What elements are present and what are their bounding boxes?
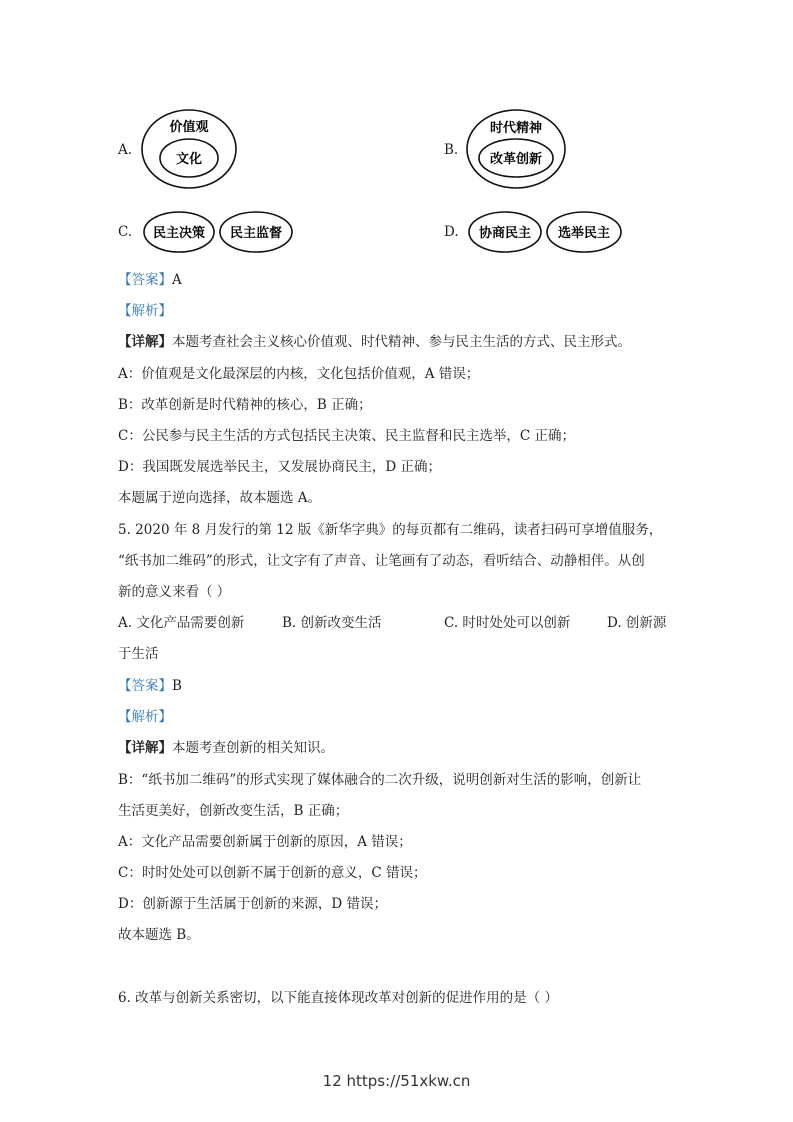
q5-stem-line: 5. 2020 年 8 月发行的第 12 版《新华字典》的每页都有二维码，读者扫码可享增值服务， [118,522,663,538]
option-letter-c: C. [118,224,133,240]
q4-conclusion: 本题属于逆向选择，故本题选 A。 [118,490,322,506]
diagram-d-right-label: 选举民主 [557,226,611,241]
analysis-tag: 【解析】 [118,303,172,319]
diagram-d-left-label: 协商民主 [478,226,532,241]
diagram-b-outer-label: 时代精神 [489,121,543,136]
q5-line: B：“纸书加二维码”的形式实现了媒体融合的二次升级，说明创新对生活的影响，创新让 [118,772,642,788]
detail-text: 本题考查社会主义核心价值观、时代精神、参与民主生活的方式、民主形式。 [172,334,631,350]
diagram-a [140,108,238,190]
q5-stem-line: 新的意义来看（ ） [118,584,231,600]
diagram-c-right-label: 民主监督 [229,226,283,241]
q5-line: 生活更美好，创新改变生活，B 正确； [118,803,349,819]
q5-answer [118,676,182,696]
option-letter-a: A. [118,142,133,158]
q5-conclusion: 故本题选 B。 [118,927,200,943]
option-letter-d: D. [444,224,459,240]
diagram-c [142,210,294,254]
q5-analysis [118,707,172,727]
diagram-b [465,108,567,190]
diagram-c-left-label: 民主决策 [152,226,206,241]
detail-tag: 【详解】 [118,740,172,756]
diagram-d [467,210,623,254]
q5-line: C：时时处处可以创新不属于创新的意义，C 错误； [118,865,427,881]
q5-option-c: C. 时时处处可以创新 [444,615,571,631]
page-footer: 12 https://51xkw.cn [322,1072,471,1090]
q4-line: B：改革创新是时代精神的核心，B 正确； [118,397,372,413]
q5-line: A：文化产品需要创新属于创新的原因，A 错误； [118,834,412,850]
detail-tag: 【详解】 [118,334,172,350]
q4-line: D：我国既发展选举民主，又发展协商民主，D 正确； [118,459,441,475]
q4-line: C：公民参与民主生活的方式包括民主决策、民主监督和民主选举，C 正确； [118,428,575,444]
q4-line: A：价值观是文化最深层的内核，文化包括价值观，A 错误； [118,366,480,382]
detail-text: 本题考查创新的相关知识。 [172,740,334,756]
q5-line: D：创新源于生活属于创新的来源，D 错误； [118,896,387,912]
q5-option-d: D. 创新源 [607,615,667,631]
q4-detail [118,332,631,352]
answer-value: B [172,678,182,694]
diagram-a-inner-label: 文化 [175,152,203,167]
option-letter-b: B. [444,142,459,158]
answer-tag: 【答案】 [118,272,172,288]
diagram-a-outer-label: 价值观 [169,120,209,135]
answer-tag: 【答案】 [118,678,172,694]
q5-option-d-continued: 于生活 [118,646,159,662]
q4-answer [118,270,182,290]
analysis-tag: 【解析】 [118,709,172,725]
answer-value: A [172,272,182,288]
q5-stem-line: “纸书加二维码”的形式，让文字有了声音、让笔画有了动态，看听结合、动静相伴。从创 [118,553,645,569]
q4-analysis [118,301,172,321]
q5-option-b: B. 创新改变生活 [282,615,382,631]
q5-detail [118,738,334,758]
diagram-b-inner-label: 改革创新 [489,152,543,167]
q6-stem: 6. 改革与创新关系密切，以下能直接体现改革对创新的促进作用的是（ ） [118,990,558,1006]
q5-option-a: A. 文化产品需要创新 [118,615,245,631]
